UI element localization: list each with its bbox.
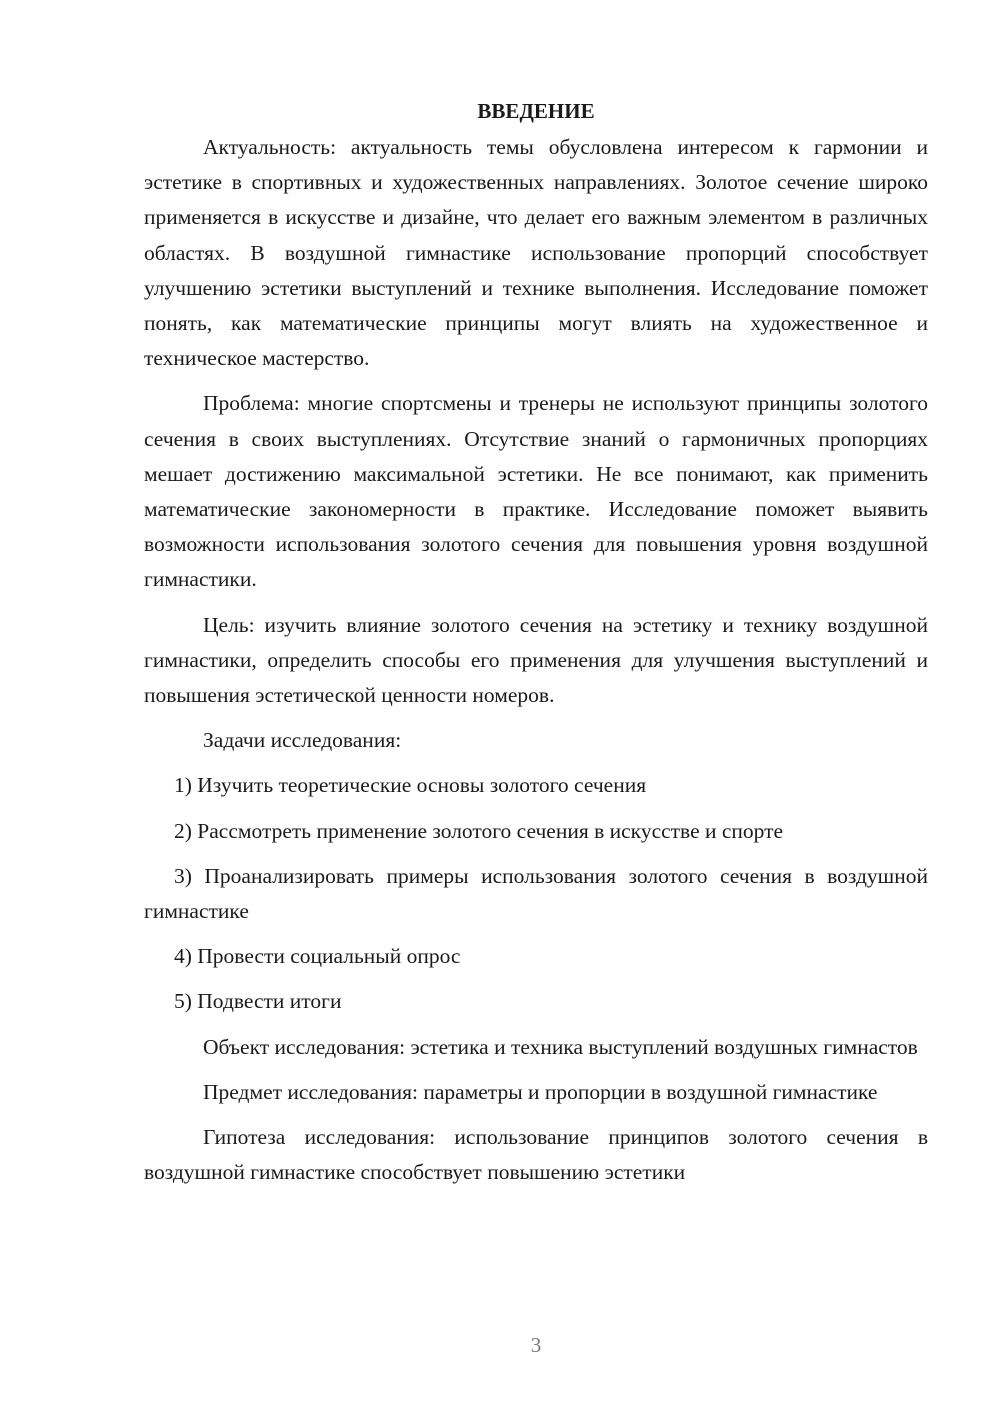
paragraph-goal: Цель: изучить влияние золотого сечения на эстетику и технику воздушной гимнастики, определить способы его применения для улучшения выступлений и повышения эстетической ценности номеров. — [144, 612, 928, 708]
list-item-task-1: 1) Изучить теоретические основы золотого сечения — [174, 773, 647, 798]
tasks-heading: Задачи исследования: — [203, 728, 402, 753]
paragraph-hypothesis: Гипотеза исследования: использование принципов золотого сечения в воздушной гимнастике способствует повышению эстетики — [144, 1125, 928, 1185]
list-item-task-4: 4) Провести социальный опрос — [174, 944, 461, 969]
paragraph-object: Объект исследования: эстетика и техника выступлений воздушных гимнастов — [203, 1034, 918, 1059]
page-number: 3 — [530, 1333, 542, 1357]
page-title: ВВЕДЕНИЕ — [477, 99, 595, 123]
paragraph-relevance: Актуальность: актуальность темы обусловлена интересом к гармонии и эстетике в спортивных и художественных направлениях. Золотое сечение широко применяется в искусстве и дизайне, что делает его важным элементом в различных областях. В воздушной гимнастике использование пропорций способствует улучшению эстетики выступлений и технике выполнения. Исследование поможет понять, как математические принципы могут влиять на художественное и техническое мастерство. — [144, 135, 928, 371]
list-item-task-5: 5) Подвести итоги — [174, 989, 342, 1014]
paragraph-subject: Предмет исследования: параметры и пропорции в воздушной гимнастике — [203, 1079, 878, 1104]
list-item-task-3: 3) Проанализировать примеры использования золотого сечения в воздушной гимнастике — [144, 863, 928, 924]
paragraph-problem: Проблема: многие спортсмены и тренеры не используют принципы золотого сечения в своих выступлениях. Отсутствие знаний о гармоничных пропорциях мешает достижению максимальной эстетики. Не все понимают, как применить математические закономерности в практике. Исследование поможет выявить возможности использования золотого сечения для повышения уровня воздушной гимнастики. — [144, 391, 928, 592]
list-item-task-2: 2) Рассмотреть применение золотого сечения в искусстве и спорте — [174, 818, 784, 843]
document-page — [144, 96, 928, 1200]
